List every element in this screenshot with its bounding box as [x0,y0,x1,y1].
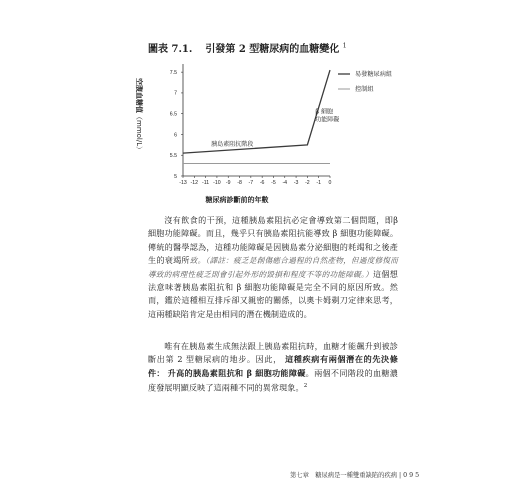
paragraph-2 [148,340,398,395]
x-tick-label: 0 [328,180,332,186]
x-tick-label: -6 [259,180,265,186]
p1-line: β 細胞功能障礙。而且，幾乎只有胰島素阻抗能導致 β 細胞功能障 [148,215,398,239]
annotation-insulin-resistance: 胰島素阻抗階段 [211,141,254,149]
paragraph-1-text [148,214,398,321]
chart-svg [125,58,415,206]
y-tick-label: 6 [174,132,177,139]
y-tick-label: 6.5 [169,111,177,118]
x-tick-label: -10 [213,180,221,186]
series-line-diabetes [183,70,330,153]
p1-line: 後產生的衰竭所致。（譯註：疲乏是創傷癒合過程的自然產物，但過 [148,241,399,266]
blood-glucose-chart [125,58,415,206]
x-tick-label: -13 [179,180,187,186]
p1-line: 原因所致。然而，鑑於這種相互排斥卻又親密的關係，以奧卡姆剃刀 [148,282,398,306]
y-axis-label-unit: （mmol/L） [135,113,143,154]
x-tick-label: -9 [225,180,231,186]
p2-footnote-ref: 2 [303,383,308,390]
y-axis-label [135,78,144,153]
legend-label: 控制組 [355,86,374,94]
figure-footnote-ref: 1 [342,42,347,50]
paragraph-1 [148,214,398,321]
plot-area [170,64,393,186]
figure-number: 圖表 7.1. [148,44,193,55]
annotation-beta-cell: 功能障礙 [315,116,340,124]
x-axis-label: 糖尿病診斷前的年數 [205,196,269,204]
x-tick-label: -11 [202,180,210,186]
y-axis-label-main: 空腹血糖值 [135,78,143,113]
paragraph-2-text [148,340,398,395]
y-tick-label: 5.5 [169,153,177,160]
p1-line: 定律來思考，這兩種缺陷肯定是由相同的潛在機制造成的。 [148,295,398,319]
x-tick-label: -12 [190,180,199,186]
p2-bold-b: 升高的胰島素阻抗和 β 細胞功能障礙 [167,367,306,378]
y-tick-label: 7 [174,90,177,97]
x-tick-label: -5 [271,180,276,186]
y-tick-label: 7.5 [169,69,177,76]
p1-line: 度修復而導致的病理性疲乏則會引起外形的毀損和程度不等的功能障 [148,256,398,279]
p2-tail-a: 。兩個不同階段的血糖濃度發 [148,367,398,393]
p1-line: 礙。傳統的醫學認為，這種功能障礙是因胰島素分泌細胞的耗竭和之 [148,228,399,252]
legend-label: 易發糖尿病組 [355,71,393,79]
figure-caption: 引發第 2 型糖尿病的血糖變化 [205,44,340,55]
figure-title [148,40,347,55]
page-footer: 第七章 糖尿病是一種雙重缺陷的疾病 | 0 9 5 [290,472,420,479]
p1-line: 沒有飲食的干預，這種胰島素阻抗必定會導致第二個問題，即 [164,215,394,225]
x-tick-label: -7 [248,180,254,186]
p1-line: 礙。）這個想法意味著胰島素阻抗和 β 細胞功能障礙是完全不同的 [148,268,398,293]
p2-line-1: 唯有在胰島素生成無法跟上胰島素阻抗時，血糖才能飆升到被診斷出第 2 型糖尿病的地步。因此， [148,341,398,365]
x-tick-label: -2 [305,180,310,186]
x-tick-label: -1 [316,180,322,186]
p2-tail-b: 展明顯反映了這兩種不同的異常現象。 [164,382,304,393]
annotation-beta-cell: β 細胞 [315,108,334,116]
x-tick-label: -8 [237,180,242,186]
x-tick-label: -3 [293,180,299,186]
x-tick-label: -4 [282,180,288,186]
y-tick-label: 5 [174,173,177,180]
p2-bold-a: 這種疾病有兩個潛在的先決條件： [148,354,398,378]
